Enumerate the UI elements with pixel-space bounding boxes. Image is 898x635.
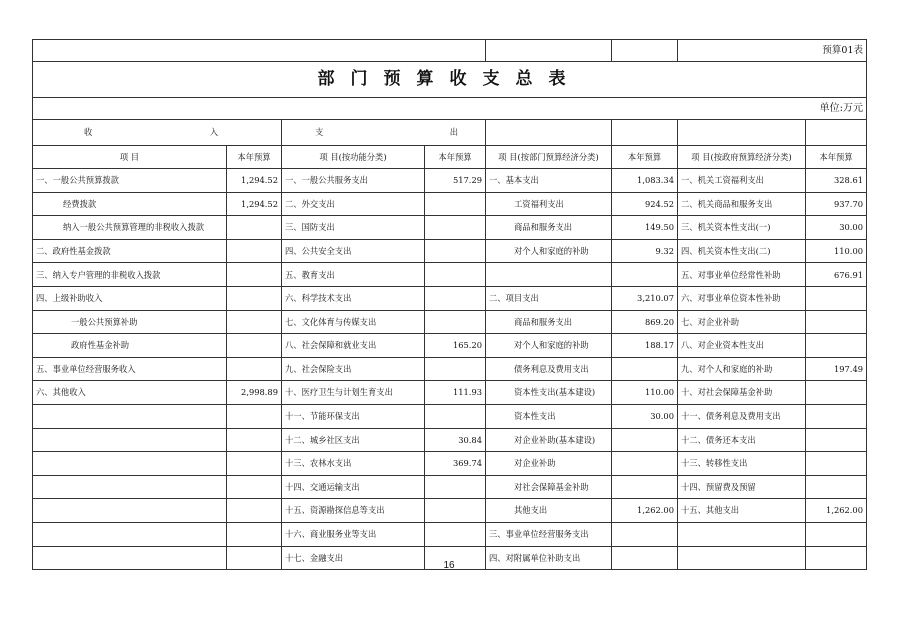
- income-amount: [227, 286, 282, 310]
- income-item: 政府性基金补助: [33, 334, 227, 358]
- func-item: 十三、农林水支出: [282, 452, 425, 476]
- income-item: 六、其他收入: [33, 381, 227, 405]
- income-amount: [227, 310, 282, 334]
- gov-econ-amount: 328.61: [806, 169, 867, 193]
- func-amount: [425, 404, 486, 428]
- func-item: 十、医疗卫生与计划生育支出: [282, 381, 425, 405]
- func-amount: 30.84: [425, 428, 486, 452]
- func-item: 六、科学技术支出: [282, 286, 425, 310]
- income-item: [33, 452, 227, 476]
- income-amount: [227, 334, 282, 358]
- gov-econ-item: 五、对事业单位经常性补助: [678, 263, 806, 287]
- gov-econ-item: 十一、债务利息及费用支出: [678, 404, 806, 428]
- func-item: 九、社会保险支出: [282, 357, 425, 381]
- header-amount: 本年预算: [806, 146, 867, 169]
- gov-econ-amount: [806, 404, 867, 428]
- dept-econ-item: 对个人和家庭的补助: [486, 334, 612, 358]
- dept-econ-amount: 110.00: [612, 381, 678, 405]
- dept-econ-item: 三、事业单位经营服务支出: [486, 522, 612, 546]
- title-row: [33, 62, 867, 98]
- func-amount: [425, 286, 486, 310]
- gov-econ-amount: [806, 286, 867, 310]
- income-amount: 2,998.89: [227, 381, 282, 405]
- func-amount: [425, 239, 486, 263]
- dept-econ-amount: 1,083.34: [612, 169, 678, 193]
- table-row: [33, 404, 867, 428]
- func-amount: [425, 522, 486, 546]
- dept-econ-item: 二、项目支出: [486, 286, 612, 310]
- func-amount: [425, 475, 486, 499]
- income-item: 五、事业单位经营服务收入: [33, 357, 227, 381]
- table-row: [33, 310, 867, 334]
- section-row: [33, 120, 867, 146]
- gov-econ-item: 九、对个人和家庭的补助: [678, 357, 806, 381]
- income-item: [33, 404, 227, 428]
- income-item: 二、政府性基金拨款: [33, 239, 227, 263]
- income-amount: [227, 263, 282, 287]
- header-amount: 本年预算: [425, 146, 486, 169]
- income-amount: [227, 452, 282, 476]
- gov-econ-amount: 937.70: [806, 192, 867, 216]
- func-item: 十四、交通运输支出: [282, 475, 425, 499]
- gov-econ-item: [678, 522, 806, 546]
- func-amount: [425, 357, 486, 381]
- dept-econ-item: 一、基本支出: [486, 169, 612, 193]
- gov-econ-amount: [806, 428, 867, 452]
- dept-econ-item: 资本性支出(基本建设): [486, 381, 612, 405]
- gov-econ-amount: 197.49: [806, 357, 867, 381]
- func-item: 十一、节能环保支出: [282, 404, 425, 428]
- dept-econ-item: 其他支出: [486, 499, 612, 523]
- income-item: 一、一般公共预算拨款: [33, 169, 227, 193]
- header-row: [33, 146, 867, 169]
- func-item: 四、公共安全支出: [282, 239, 425, 263]
- func-item: 十二、城乡社区支出: [282, 428, 425, 452]
- dept-econ-amount: [612, 428, 678, 452]
- income-amount: [227, 357, 282, 381]
- gov-econ-amount: 110.00: [806, 239, 867, 263]
- dept-econ-amount: [612, 357, 678, 381]
- gov-econ-amount: [806, 522, 867, 546]
- table-row: [33, 334, 867, 358]
- unit-row: [33, 98, 867, 120]
- func-amount: 165.20: [425, 334, 486, 358]
- dept-econ-item: 对企业补助(基本建设): [486, 428, 612, 452]
- income-amount: 1,294.52: [227, 169, 282, 193]
- func-amount: 111.93: [425, 381, 486, 405]
- gov-econ-item: 三、机关资本性支出(一): [678, 216, 806, 240]
- dept-econ-amount: [612, 452, 678, 476]
- income-amount: [227, 404, 282, 428]
- dept-econ-amount: 9.32: [612, 239, 678, 263]
- func-amount: 369.74: [425, 452, 486, 476]
- dept-econ-item: 四、对附属单位补助支出: [486, 546, 612, 570]
- income-item: [33, 522, 227, 546]
- dept-econ-amount: 149.50: [612, 216, 678, 240]
- dept-econ-item: 工资福利支出: [486, 192, 612, 216]
- income-item: [33, 475, 227, 499]
- func-item: 五、教育支出: [282, 263, 425, 287]
- table-row: [33, 381, 867, 405]
- dept-econ-amount: [612, 263, 678, 287]
- gov-econ-item: 十二、债务还本支出: [678, 428, 806, 452]
- gov-econ-amount: [806, 334, 867, 358]
- header-amount: 本年预算: [612, 146, 678, 169]
- gov-econ-amount: 676.91: [806, 263, 867, 287]
- dept-econ-item: 商品和服务支出: [486, 216, 612, 240]
- unit-label: 单位:万元: [33, 98, 867, 120]
- func-amount: [425, 499, 486, 523]
- table-row: [33, 357, 867, 381]
- func-amount: [425, 216, 486, 240]
- table-row: [33, 428, 867, 452]
- income-item: 经费拨款: [33, 192, 227, 216]
- table-row: [33, 499, 867, 523]
- income-item: 纳入一般公共预算管理的非税收入拨款: [33, 216, 227, 240]
- dept-econ-amount: 1,262.00: [612, 499, 678, 523]
- func-item: 八、社会保障和就业支出: [282, 334, 425, 358]
- table-row: [33, 475, 867, 499]
- gov-econ-item: 一、机关工资福利支出: [678, 169, 806, 193]
- func-amount: [425, 310, 486, 334]
- gov-econ-item: 十、对社会保障基金补助: [678, 381, 806, 405]
- header-amount: 本年预算: [227, 146, 282, 169]
- header-gov-econ: 项 目(按政府预算经济分类): [678, 146, 806, 169]
- func-item: 一、一般公共服务支出: [282, 169, 425, 193]
- dept-econ-item: 债务利息及费用支出: [486, 357, 612, 381]
- gov-econ-amount: 1,262.00: [806, 499, 867, 523]
- dept-econ-amount: 3,210.07: [612, 286, 678, 310]
- func-item: 七、文化体育与传媒支出: [282, 310, 425, 334]
- dept-econ-item: 商品和服务支出: [486, 310, 612, 334]
- gov-econ-item: 十五、其他支出: [678, 499, 806, 523]
- income-amount: [227, 239, 282, 263]
- table-row: [33, 169, 867, 193]
- dept-econ-amount: 30.00: [612, 404, 678, 428]
- page-number: 16: [443, 560, 455, 571]
- func-amount: [425, 263, 486, 287]
- income-item: 一般公共预算补助: [33, 310, 227, 334]
- income-item: [33, 499, 227, 523]
- table-row: [33, 216, 867, 240]
- income-section: 收 入: [33, 120, 282, 146]
- income-item: [33, 428, 227, 452]
- table-row: [33, 192, 867, 216]
- income-item: 四、上级补助收入: [33, 286, 227, 310]
- func-item: 二、外交支出: [282, 192, 425, 216]
- table-title: 部门预算收支总表: [33, 62, 867, 98]
- income-amount: [227, 522, 282, 546]
- func-item: 三、国防支出: [282, 216, 425, 240]
- header-func: 项 目(按功能分类): [282, 146, 425, 169]
- form-number: 预算01表: [678, 40, 867, 62]
- table-row: [33, 452, 867, 476]
- dept-econ-amount: 924.52: [612, 192, 678, 216]
- gov-econ-amount: [806, 381, 867, 405]
- income-item: 三、纳入专户管理的非税收入拨款: [33, 263, 227, 287]
- income-amount: [227, 428, 282, 452]
- budget-table: [32, 39, 867, 570]
- gov-econ-amount: [806, 452, 867, 476]
- dept-econ-item: 资本性支出: [486, 404, 612, 428]
- dept-econ-amount: [612, 475, 678, 499]
- header-item: 项 目: [33, 146, 227, 169]
- table-row: [33, 286, 867, 310]
- gov-econ-amount: [806, 310, 867, 334]
- gov-econ-item: 六、对事业单位资本性补助: [678, 286, 806, 310]
- gov-econ-amount: 30.00: [806, 216, 867, 240]
- form-number-row: [33, 40, 867, 62]
- dept-econ-item: 对个人和家庭的补助: [486, 239, 612, 263]
- func-item: 十五、资源勘探信息等支出: [282, 499, 425, 523]
- income-amount: [227, 475, 282, 499]
- income-amount: [227, 216, 282, 240]
- gov-econ-item: 八、对企业资本性支出: [678, 334, 806, 358]
- func-item: 十六、商业服务业等支出: [282, 522, 425, 546]
- dept-econ-item: 对社会保障基金补助: [486, 475, 612, 499]
- dept-econ-amount: 869.20: [612, 310, 678, 334]
- expense-section: 支 出: [282, 120, 486, 146]
- header-dept-econ: 项 目(按部门预算经济分类): [486, 146, 612, 169]
- gov-econ-item: 十三、转移性支出: [678, 452, 806, 476]
- func-amount: 517.29: [425, 169, 486, 193]
- gov-econ-item: 四、机关资本性支出(二): [678, 239, 806, 263]
- table-row: [33, 239, 867, 263]
- income-amount: 1,294.52: [227, 192, 282, 216]
- dept-econ-amount: 188.17: [612, 334, 678, 358]
- gov-econ-amount: [806, 475, 867, 499]
- gov-econ-item: 二、机关商品和服务支出: [678, 192, 806, 216]
- dept-econ-amount: [612, 522, 678, 546]
- func-item: 十七、金融支出: [282, 546, 425, 570]
- table-row: [33, 522, 867, 546]
- gov-econ-item: 七、对企业补助: [678, 310, 806, 334]
- func-amount: [425, 192, 486, 216]
- table-row: [33, 263, 867, 287]
- dept-econ-item: 对企业补助: [486, 452, 612, 476]
- dept-econ-item: [486, 263, 612, 287]
- gov-econ-item: 十四、预留费及预留: [678, 475, 806, 499]
- income-amount: [227, 499, 282, 523]
